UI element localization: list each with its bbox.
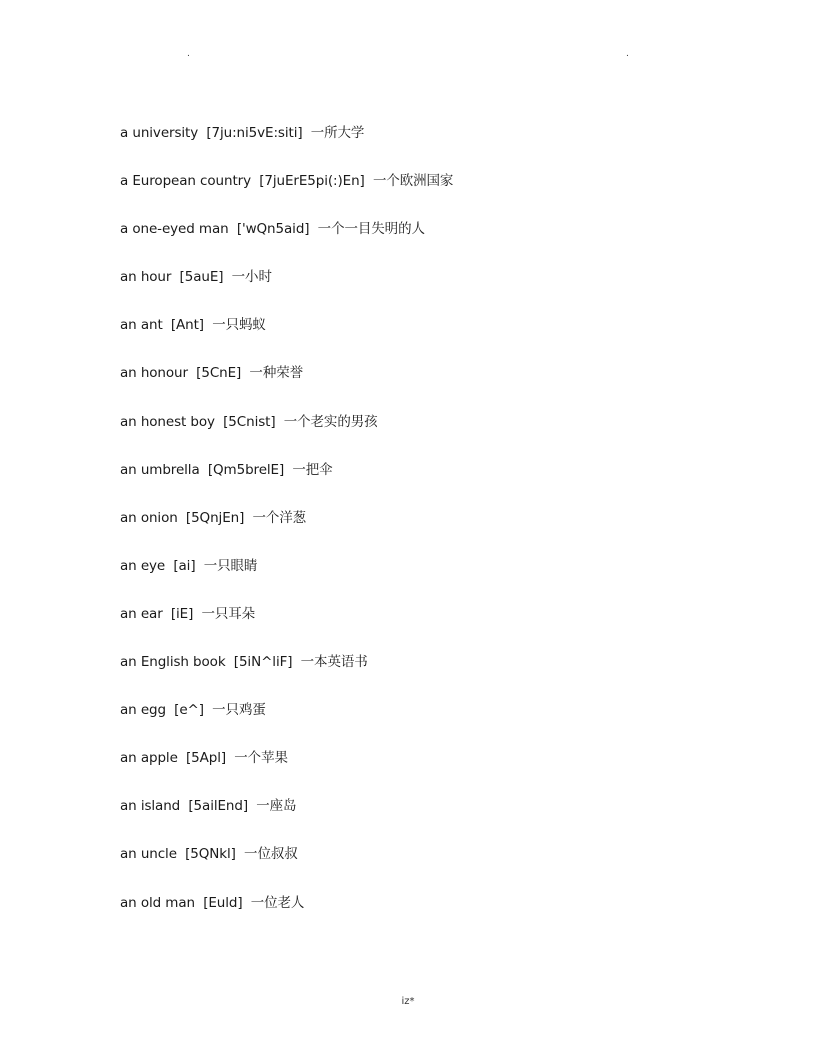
vocabulary-entry: [120, 605, 780, 653]
entry-english: an old man: [120, 894, 195, 911]
vocabulary-entry: [120, 653, 780, 701]
entry-english: a European country: [120, 173, 251, 190]
entry-phonetic: [5auE]: [179, 269, 224, 286]
page-footer-mark: iz*: [401, 996, 415, 1007]
entry-english: an apple: [120, 750, 178, 767]
entry-chinese: 一个欧洲国家: [372, 173, 454, 190]
entry-phonetic: [Euld]: [203, 894, 243, 911]
vocabulary-entry: [120, 894, 780, 942]
entry-chinese: 一位叔叔: [244, 846, 298, 863]
vocabulary-entry: [120, 845, 780, 893]
vocabulary-entry: [120, 461, 780, 509]
entry-chinese: 一个洋葱: [252, 509, 307, 526]
entry-phonetic: [iE]: [170, 605, 194, 622]
entry-phonetic: [Ant]: [170, 317, 204, 334]
entry-english: a university: [120, 125, 199, 141]
entry-chinese: 一个老实的男孩: [283, 413, 378, 430]
entry-chinese: 一小时: [231, 269, 272, 286]
entry-chinese: 一位老人: [250, 894, 305, 911]
entry-english: an island: [120, 798, 181, 815]
entry-chinese: 一个苹果: [234, 750, 288, 767]
entry-phonetic: [Qm5brelE]: [207, 461, 285, 478]
entry-chinese: 一所大学: [310, 125, 365, 141]
entry-phonetic: ['wQn5aid]: [236, 221, 310, 238]
entry-chinese: 一只耳朵: [201, 605, 256, 622]
entry-chinese: 一本英语书: [300, 654, 368, 671]
header-left-mark: .: [187, 49, 190, 59]
entry-english: a one-eyed man: [120, 221, 229, 238]
entry-phonetic: [e^]: [174, 702, 204, 719]
vocabulary-entry: [120, 701, 780, 749]
entry-english: an uncle: [120, 846, 177, 863]
entry-chinese: 一种荣誉: [249, 365, 304, 382]
entry-phonetic: [5QNkl]: [185, 846, 236, 863]
entry-phonetic: [5Apl]: [186, 750, 227, 767]
vocabulary-entry: [120, 172, 780, 220]
entry-english: an English book: [120, 654, 226, 671]
entry-phonetic: [5QnjEn]: [185, 509, 245, 526]
entry-phonetic: [ai]: [173, 557, 196, 574]
entry-english: an ant: [120, 317, 163, 334]
vocabulary-list: [120, 124, 780, 942]
vocabulary-entry: [120, 220, 780, 268]
entry-english: an egg: [120, 702, 166, 719]
vocabulary-entry: [120, 509, 780, 557]
entry-chinese: 一把伞: [292, 461, 333, 478]
entry-english: an umbrella: [120, 461, 200, 478]
entry-english: an honest boy: [120, 413, 215, 430]
entry-phonetic: [7juErE5pi(:)En]: [259, 173, 365, 190]
entry-chinese: 一只鸡蛋: [212, 702, 266, 719]
entry-chinese: 一个一目失明的人: [317, 221, 425, 238]
entry-english: an hour: [120, 269, 172, 286]
vocabulary-entry: [120, 268, 780, 316]
vocabulary-entry: [120, 557, 780, 605]
entry-english: an onion: [120, 509, 178, 526]
entry-phonetic: [5Cnist]: [223, 413, 276, 430]
vocabulary-entry: [120, 413, 780, 461]
entry-english: an honour: [120, 365, 188, 382]
vocabulary-entry: [120, 749, 780, 797]
entry-phonetic: [7ju:ni5vE:siti]: [206, 125, 303, 141]
vocabulary-entry: [120, 316, 780, 364]
entry-phonetic: [5iN^liF]: [233, 654, 293, 671]
header-right-mark: .: [626, 49, 629, 59]
vocabulary-entry: [120, 797, 780, 845]
entry-chinese: 一只眼睛: [203, 557, 258, 574]
entry-chinese: 一只蚂蚁: [212, 317, 266, 334]
vocabulary-entry: [120, 124, 780, 172]
vocabulary-entry: [120, 364, 780, 412]
entry-phonetic: [5ailEnd]: [188, 798, 249, 815]
entry-english: an ear: [120, 605, 163, 622]
entry-chinese: 一座岛: [256, 798, 297, 815]
entry-english: an eye: [120, 557, 166, 574]
entry-phonetic: [5CnE]: [196, 365, 242, 382]
